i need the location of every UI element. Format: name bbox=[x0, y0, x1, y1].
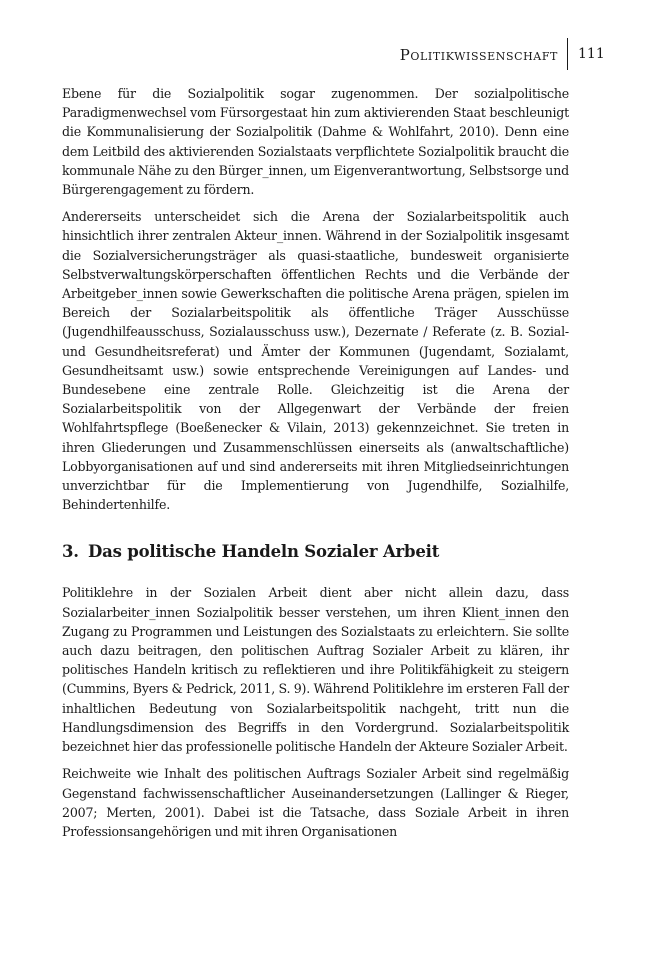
page-header bbox=[0, 38, 650, 68]
section-number: 3. bbox=[62, 542, 79, 562]
paragraph: Politiklehre in der Sozialen Arbeit dient aber nicht allein dazu, dass Sozialarbeiter_innen Sozialpolitik besser verstehen, um ihren Klient_innen den Zugang zu Programmen und Leistungen des Sozialstaats zu erleichtern. Sie sollte auch dazu beitragen, den politischen Auftrag Sozialer Arbeit zu klären, ihr politisches Handeln kritisch zu reflektieren und ihre Politikfähigkeit zu steigern (Cummins, Byers & Pedrick, 2011, S. 9). Während Politiklehre im ersteren Fall der inhaltlichen Bedeutung von Sozialarbeitspolitik nachgeht, tritt nun die Handlungsdimension des Begriffs in den Vordergrund. Sozialarbeitspolitik bezeichnet hier das professionelle politische Handeln der Akteure Sozialer Arbeit. bbox=[62, 585, 569, 755]
section-title: Das politische Handeln Sozialer Arbeit bbox=[88, 542, 440, 562]
running-title: Politikwissenschaft bbox=[399, 46, 558, 64]
page-number: 111 bbox=[578, 46, 605, 62]
section-heading bbox=[62, 542, 569, 561]
page-body bbox=[62, 84, 569, 849]
paragraph: Andererseits unterscheidet sich die Arena der Sozialarbeitspolitik auch hinsichtlich ihrer zentralen Akteur_innen. Während in der Sozialpolitik insgesamt die Sozialversicherungsträger als quasi-staatliche, bundesweit organisierte Selbstverwaltungskörperschaften öffentlichen Rechts und die Verbände der Arbeitgeber_innen sowie Gewerkschaften die politische Arena prägen, spielen im Bereich der Sozialarbeitspolitik als öffentliche Träger Ausschüsse (Jugendhilfeausschuss, Sozialausschuss usw.), Dezernate / Referate (z. B. Sozial- und Gesundheitsreferat) und Ämter der Kommunen (Jugendamt, Sozialamt, Gesundheitsamt usw.) sowie entsprechende Vereinigungen auf Landes- und Bundesebene eine zentrale Rolle. Gleichzeitig ist die Arena der Sozialarbeitspolitik von der Allgegenwart der Verbände der freien Wohlfahrtspflege (Boeßenecker & Vilain, 2013) gekennzeichnet. Sie treten in ihren Gliederungen und Zusammenschlüssen einerseits als (anwaltschaftliche) Lobbyorganisationen auf und sind andererseits mit ihren Mitgliedseinrichtungen unverzichtbar für die Implementierung von Jugendhilfe, Sozialhilfe, Behindertenhilfe. bbox=[62, 209, 569, 513]
header-divider bbox=[567, 38, 568, 70]
paragraph: Reichweite wie Inhalt des politischen Auftrags Sozialer Arbeit sind regelmäßig Gegenstand fachwissenschaftlicher Auseinandersetzungen (Lallinger & Rieger, 2007; Merten, 2001). Dabei ist die Tatsache, dass Soziale Arbeit in ihren Professionsangehörigen und mit ihren Organisationen bbox=[62, 766, 569, 839]
paragraph: Ebene für die Sozialpolitik sogar zugenommen. Der sozialpolitische Paradigmenwechsel vom Fürsorgestaat hin zum aktivierenden Staat beschleunigt die Kommunalisierung der Sozialpolitik (Dahme & Wohlfahrt, 2010). Denn eine dem Leitbild des aktivierenden Sozialstaats verpflichtete Sozialpolitik braucht die kommunale Nähe zu den Bürger_innen, um Eigenverantwortung, Selbstsorge und Bürgerengagement zu fördern. bbox=[62, 86, 569, 198]
